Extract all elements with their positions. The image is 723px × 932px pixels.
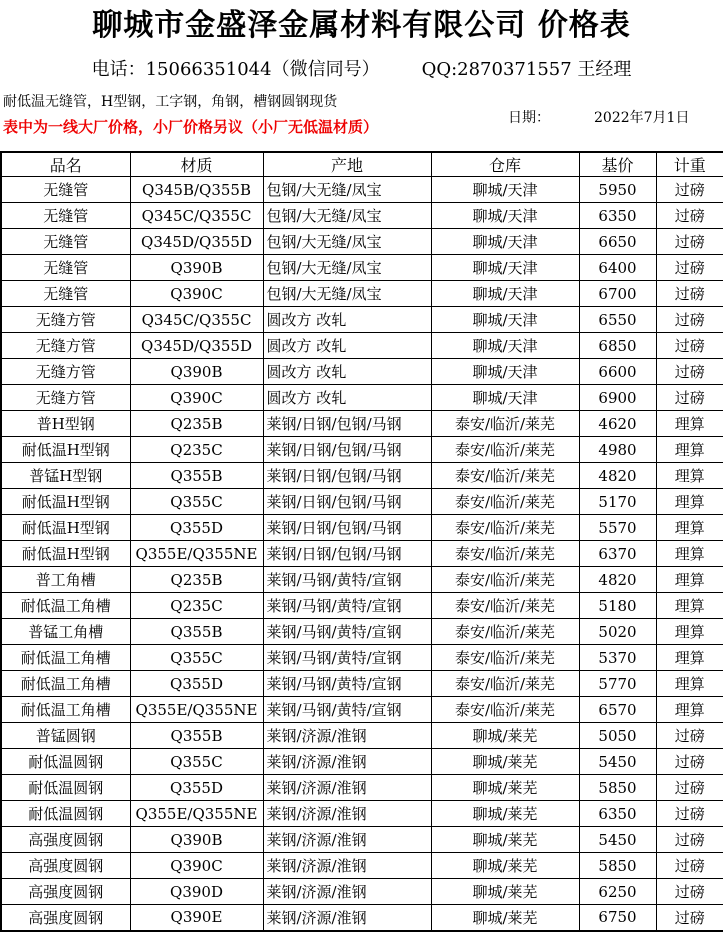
- cell-warehouse: 聊城/莱芜: [431, 827, 579, 853]
- table-row: [1, 775, 723, 801]
- cell-weighing: 过磅: [656, 203, 723, 229]
- header-material: 材质: [130, 152, 263, 177]
- cell-weighing: 过磅: [656, 749, 723, 775]
- cell-origin: 圆改方 改轧: [263, 359, 431, 385]
- cell-product: 高强度圆钢: [1, 827, 130, 853]
- cell-weighing: 理算: [656, 411, 723, 437]
- cell-warehouse: 泰安/临沂/莱芜: [431, 541, 579, 567]
- cell-weighing: 过磅: [656, 359, 723, 385]
- cell-price: 6750: [579, 905, 656, 931]
- cell-material: Q355B: [130, 463, 263, 489]
- cell-origin: 莱钢/马钢/黄特/宣钢: [263, 671, 431, 697]
- cell-warehouse: 聊城/天津: [431, 255, 579, 281]
- cell-product: 耐低温圆钢: [1, 801, 130, 827]
- cell-weighing: 理算: [656, 463, 723, 489]
- cell-warehouse: 聊城/莱芜: [431, 801, 579, 827]
- cell-warehouse: 聊城/莱芜: [431, 879, 579, 905]
- cell-origin: 莱钢/日钢/包钢/马钢: [263, 437, 431, 463]
- cell-material: Q355D: [130, 671, 263, 697]
- cell-weighing: 理算: [656, 697, 723, 723]
- header-weighing: 计重: [656, 152, 723, 177]
- cell-material: Q345B/Q355B: [130, 177, 263, 203]
- cell-product: 耐低温H型钢: [1, 489, 130, 515]
- cell-warehouse: 泰安/临沂/莱芜: [431, 671, 579, 697]
- cell-origin: 包钢/大无缝/凤宝: [263, 229, 431, 255]
- cell-price: 5450: [579, 827, 656, 853]
- price-table-header: [1, 152, 723, 177]
- cell-material: Q355B: [130, 723, 263, 749]
- cell-weighing: 理算: [656, 671, 723, 697]
- table-row: [1, 671, 723, 697]
- cell-weighing: 理算: [656, 437, 723, 463]
- cell-material: Q390B: [130, 359, 263, 385]
- cell-weighing: 理算: [656, 593, 723, 619]
- cell-price: 6850: [579, 333, 656, 359]
- cell-material: Q355B: [130, 619, 263, 645]
- cell-warehouse: 泰安/临沂/莱芜: [431, 567, 579, 593]
- cell-price: 6570: [579, 697, 656, 723]
- cell-weighing: 过磅: [656, 853, 723, 879]
- table-row: [1, 749, 723, 775]
- qq-text: QQ:2870371557 王经理: [421, 59, 632, 80]
- cell-price: 5850: [579, 853, 656, 879]
- cell-material: Q390E: [130, 905, 263, 931]
- table-row: [1, 229, 723, 255]
- date-label: 日期：: [508, 110, 550, 127]
- cell-price: 5020: [579, 619, 656, 645]
- date-value: 2022年7月1日: [594, 110, 690, 127]
- cell-material: Q355E/Q355NE: [130, 541, 263, 567]
- table-row: [1, 281, 723, 307]
- cell-weighing: 过磅: [656, 255, 723, 281]
- cell-material: Q345D/Q355D: [130, 333, 263, 359]
- cell-material: Q390D: [130, 879, 263, 905]
- cell-price: 5770: [579, 671, 656, 697]
- table-row: [1, 255, 723, 281]
- cell-warehouse: 聊城/莱芜: [431, 853, 579, 879]
- cell-material: Q355D: [130, 775, 263, 801]
- cell-origin: 包钢/大无缝/凤宝: [263, 255, 431, 281]
- table-row: [1, 801, 723, 827]
- cell-product: 普H型钢: [1, 411, 130, 437]
- cell-weighing: 理算: [656, 489, 723, 515]
- cell-product: 无缝管: [1, 203, 130, 229]
- table-row: [1, 593, 723, 619]
- cell-warehouse: 泰安/临沂/莱芜: [431, 489, 579, 515]
- cell-material: Q355C: [130, 489, 263, 515]
- table-row: [1, 437, 723, 463]
- cell-price: 6350: [579, 203, 656, 229]
- cell-price: 5050: [579, 723, 656, 749]
- table-row: [1, 515, 723, 541]
- cell-warehouse: 泰安/临沂/莱芜: [431, 463, 579, 489]
- cell-weighing: 过磅: [656, 281, 723, 307]
- cell-origin: 圆改方 改轧: [263, 333, 431, 359]
- header-price: 基价: [579, 152, 656, 177]
- table-row: [1, 203, 723, 229]
- cell-origin: 包钢/大无缝/凤宝: [263, 203, 431, 229]
- cell-warehouse: 泰安/临沂/莱芜: [431, 645, 579, 671]
- cell-origin: 莱钢/济源/淮钢: [263, 749, 431, 775]
- cell-weighing: 过磅: [656, 801, 723, 827]
- table-row: [1, 177, 723, 203]
- cell-origin: 包钢/大无缝/凤宝: [263, 177, 431, 203]
- cell-price: 5180: [579, 593, 656, 619]
- cell-weighing: 理算: [656, 645, 723, 671]
- cell-weighing: 过磅: [656, 177, 723, 203]
- cell-warehouse: 聊城/莱芜: [431, 723, 579, 749]
- cell-material: Q355E/Q355NE: [130, 801, 263, 827]
- cell-material: Q355D: [130, 515, 263, 541]
- cell-product: 无缝方管: [1, 307, 130, 333]
- cell-origin: 圆改方 改轧: [263, 385, 431, 411]
- table-row: [1, 645, 723, 671]
- cell-material: Q390C: [130, 385, 263, 411]
- cell-material: Q355C: [130, 749, 263, 775]
- header-origin: 产地: [263, 152, 431, 177]
- cell-product: 耐低温工角槽: [1, 697, 130, 723]
- cell-product: 普锰H型钢: [1, 463, 130, 489]
- cell-warehouse: 聊城/天津: [431, 359, 579, 385]
- table-row: [1, 879, 723, 905]
- cell-material: Q355E/Q355NE: [130, 697, 263, 723]
- cell-origin: 莱钢/马钢/黄特/宣钢: [263, 567, 431, 593]
- cell-warehouse: 聊城/天津: [431, 281, 579, 307]
- date-line: [508, 107, 689, 127]
- cell-origin: 莱钢/日钢/包钢/马钢: [263, 515, 431, 541]
- products-summary: 耐低温无缝管，H型钢，工字钢，角钢，槽钢圆钢现货: [3, 94, 338, 111]
- cell-weighing: 过磅: [656, 827, 723, 853]
- cell-material: Q235B: [130, 567, 263, 593]
- cell-product: 无缝管: [1, 281, 130, 307]
- cell-warehouse: 聊城/莱芜: [431, 905, 579, 931]
- cell-price: 4820: [579, 567, 656, 593]
- cell-weighing: 过磅: [656, 307, 723, 333]
- cell-warehouse: 聊城/天津: [431, 203, 579, 229]
- cell-origin: 莱钢/日钢/包钢/马钢: [263, 541, 431, 567]
- cell-origin: 莱钢/日钢/包钢/马钢: [263, 489, 431, 515]
- cell-price: 6700: [579, 281, 656, 307]
- cell-product: 无缝方管: [1, 359, 130, 385]
- cell-origin: 包钢/大无缝/凤宝: [263, 281, 431, 307]
- cell-origin: 莱钢/马钢/黄特/宣钢: [263, 593, 431, 619]
- cell-warehouse: 聊城/莱芜: [431, 749, 579, 775]
- table-row: [1, 619, 723, 645]
- cell-product: 耐低温工角槽: [1, 671, 130, 697]
- cell-material: Q235C: [130, 437, 263, 463]
- cell-product: 耐低温圆钢: [1, 775, 130, 801]
- table-row: [1, 463, 723, 489]
- cell-origin: 莱钢/日钢/包钢/马钢: [263, 411, 431, 437]
- cell-origin: 莱钢/马钢/黄特/宣钢: [263, 619, 431, 645]
- cell-product: 无缝方管: [1, 333, 130, 359]
- cell-price: 5370: [579, 645, 656, 671]
- cell-product: 无缝管: [1, 255, 130, 281]
- cell-product: 高强度圆钢: [1, 879, 130, 905]
- cell-origin: 圆改方 改轧: [263, 307, 431, 333]
- cell-product: 耐低温H型钢: [1, 437, 130, 463]
- cell-product: 耐低温H型钢: [1, 515, 130, 541]
- cell-warehouse: 泰安/临沂/莱芜: [431, 697, 579, 723]
- cell-product: 耐低温工角槽: [1, 593, 130, 619]
- cell-product: 普锰工角槽: [1, 619, 130, 645]
- cell-warehouse: 泰安/临沂/莱芜: [431, 411, 579, 437]
- cell-price: 5950: [579, 177, 656, 203]
- cell-material: Q355C: [130, 645, 263, 671]
- cell-price: 4620: [579, 411, 656, 437]
- table-row: [1, 697, 723, 723]
- price-table: [0, 151, 723, 932]
- cell-weighing: 过磅: [656, 333, 723, 359]
- cell-material: Q390B: [130, 827, 263, 853]
- table-row: [1, 723, 723, 749]
- table-row: [1, 307, 723, 333]
- cell-warehouse: 聊城/天津: [431, 385, 579, 411]
- cell-price: 5570: [579, 515, 656, 541]
- cell-weighing: 理算: [656, 515, 723, 541]
- cell-product: 无缝管: [1, 177, 130, 203]
- cell-product: 耐低温H型钢: [1, 541, 130, 567]
- table-row: [1, 333, 723, 359]
- header-warehouse: 仓库: [431, 152, 579, 177]
- cell-product: 普锰圆钢: [1, 723, 130, 749]
- cell-price: 5170: [579, 489, 656, 515]
- cell-weighing: 过磅: [656, 723, 723, 749]
- cell-warehouse: 聊城/天津: [431, 229, 579, 255]
- cell-material: Q345C/Q355C: [130, 203, 263, 229]
- cell-warehouse: 聊城/天津: [431, 307, 579, 333]
- price-notice: 表中为一线大厂价格，小厂价格另议（小厂无低温材质）: [3, 119, 379, 137]
- cell-origin: 莱钢/济源/淮钢: [263, 879, 431, 905]
- cell-weighing: 理算: [656, 619, 723, 645]
- cell-product: 耐低温工角槽: [1, 645, 130, 671]
- cell-origin: 莱钢/济源/淮钢: [263, 801, 431, 827]
- cell-price: 5450: [579, 749, 656, 775]
- cell-warehouse: 泰安/临沂/莱芜: [431, 619, 579, 645]
- cell-price: 5850: [579, 775, 656, 801]
- header-info: [0, 94, 723, 142]
- cell-weighing: 过磅: [656, 775, 723, 801]
- cell-price: 6900: [579, 385, 656, 411]
- table-row: [1, 411, 723, 437]
- cell-origin: 莱钢/济源/淮钢: [263, 853, 431, 879]
- cell-warehouse: 泰安/临沂/莱芜: [431, 593, 579, 619]
- cell-weighing: 过磅: [656, 229, 723, 255]
- cell-origin: 莱钢/济源/淮钢: [263, 905, 431, 931]
- cell-material: Q235B: [130, 411, 263, 437]
- cell-warehouse: 泰安/临沂/莱芜: [431, 515, 579, 541]
- cell-product: 耐低温圆钢: [1, 749, 130, 775]
- cell-price: 6250: [579, 879, 656, 905]
- cell-weighing: 过磅: [656, 905, 723, 931]
- cell-price: 6650: [579, 229, 656, 255]
- page-title: 聊城市金盛泽金属材料有限公司 价格表: [92, 8, 631, 43]
- table-row: [1, 853, 723, 879]
- table-row: [1, 827, 723, 853]
- cell-origin: 莱钢/济源/淮钢: [263, 723, 431, 749]
- cell-weighing: 过磅: [656, 879, 723, 905]
- price-table-body: [1, 177, 723, 931]
- cell-origin: 莱钢/马钢/黄特/宣钢: [263, 697, 431, 723]
- cell-weighing: 过磅: [656, 385, 723, 411]
- cell-product: 高强度圆钢: [1, 905, 130, 931]
- cell-warehouse: 聊城/天津: [431, 333, 579, 359]
- header-row: [1, 152, 723, 177]
- cell-material: Q345C/Q355C: [130, 307, 263, 333]
- cell-material: Q390B: [130, 255, 263, 281]
- cell-material: Q390C: [130, 853, 263, 879]
- cell-price: 4980: [579, 437, 656, 463]
- cell-price: 6550: [579, 307, 656, 333]
- cell-price: 6350: [579, 801, 656, 827]
- cell-origin: 莱钢/日钢/包钢/马钢: [263, 463, 431, 489]
- cell-material: Q390C: [130, 281, 263, 307]
- table-row: [1, 567, 723, 593]
- cell-price: 4820: [579, 463, 656, 489]
- cell-product: 普工角槽: [1, 567, 130, 593]
- cell-price: 6600: [579, 359, 656, 385]
- table-row: [1, 385, 723, 411]
- cell-material: Q235C: [130, 593, 263, 619]
- cell-product: 高强度圆钢: [1, 853, 130, 879]
- header-product: 品名: [1, 152, 130, 177]
- cell-warehouse: 泰安/临沂/莱芜: [431, 437, 579, 463]
- table-row: [1, 489, 723, 515]
- table-row: [1, 359, 723, 385]
- table-row: [1, 905, 723, 931]
- contact-line: [0, 57, 723, 82]
- cell-warehouse: 聊城/天津: [431, 177, 579, 203]
- cell-origin: 莱钢/济源/淮钢: [263, 827, 431, 853]
- cell-weighing: 理算: [656, 541, 723, 567]
- phone-text: 电话：15066351044（微信同号）: [91, 59, 380, 80]
- cell-origin: 莱钢/济源/淮钢: [263, 775, 431, 801]
- cell-weighing: 理算: [656, 567, 723, 593]
- cell-origin: 莱钢/马钢/黄特/宣钢: [263, 645, 431, 671]
- cell-product: 无缝管: [1, 229, 130, 255]
- table-row: [1, 541, 723, 567]
- cell-warehouse: 聊城/莱芜: [431, 775, 579, 801]
- cell-product: 无缝方管: [1, 385, 130, 411]
- cell-price: 6370: [579, 541, 656, 567]
- cell-material: Q345D/Q355D: [130, 229, 263, 255]
- cell-price: 6400: [579, 255, 656, 281]
